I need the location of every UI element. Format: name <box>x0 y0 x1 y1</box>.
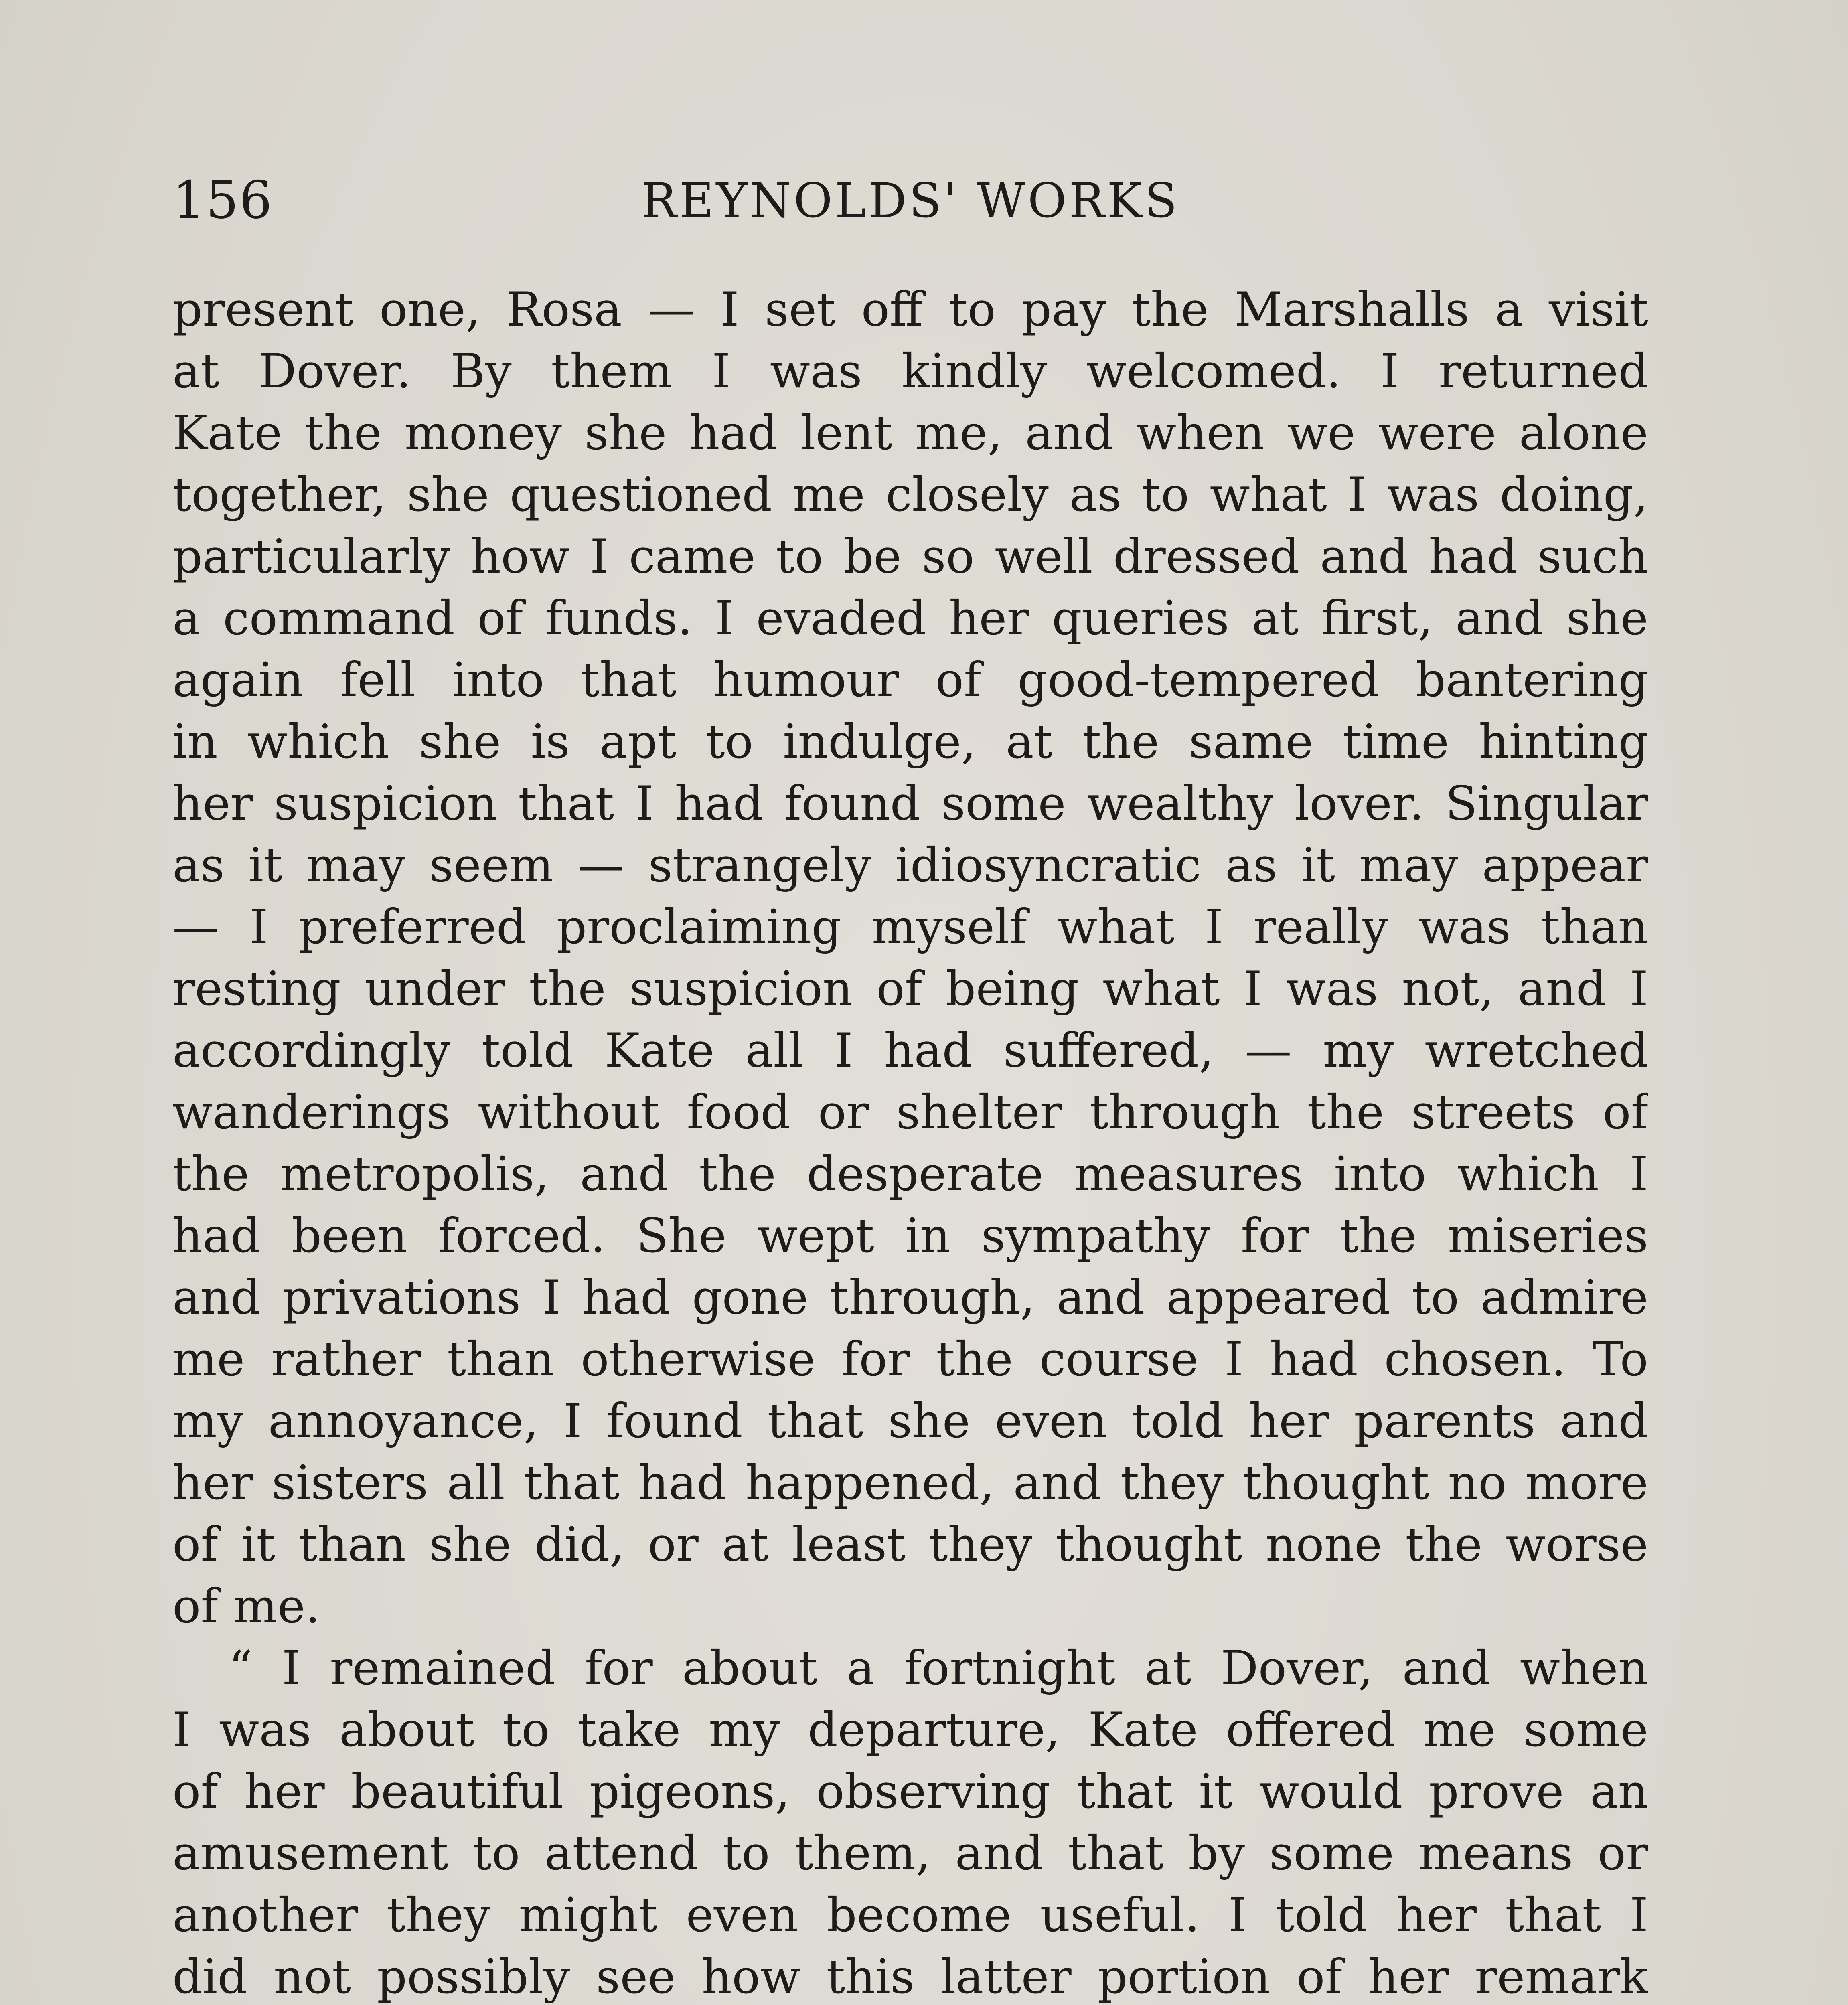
text-line: the metropolis, and the desperate measures into which I <box>172 1146 1648 1201</box>
text-line: accordingly told Kate all I had suffered, — my wretched <box>172 1023 1648 1078</box>
text-line: my annoyance, I found that she even told her parents and <box>172 1393 1648 1448</box>
text-line: of her beautiful pigeons, observing that it would prove an <box>172 1764 1648 1819</box>
text-line: Kate the money she had lent me, and when we were alone <box>172 405 1648 460</box>
page-header <box>172 160 1648 241</box>
text-line: together, she questioned me closely as to what I was doing, <box>172 467 1648 522</box>
text-line: did not possibly see how this latter portion of her remark <box>172 1949 1648 2004</box>
text-line: present one, Rosa — I set off to pay the Marshalls a visit <box>172 282 1648 337</box>
text-line: a command of funds. I evaded her queries at first, and she <box>172 591 1648 646</box>
text-line: again fell into that humour of good-tempered bantering <box>172 652 1648 707</box>
page-number: 156 <box>172 170 273 230</box>
text-line: her suspicion that I had found some wealthy lover. Singular <box>172 776 1648 831</box>
text-line: amusement to attend to them, and that by some means or <box>172 1826 1648 1881</box>
text-line: another they might even become useful. I told her that I <box>172 1888 1648 1942</box>
text-line: wanderings without food or shelter through the streets of <box>172 1085 1648 1140</box>
text-line: and privations I had gone through, and appeared to admire <box>172 1270 1648 1325</box>
paragraph-start-line: “ I remained for about a fortnight at Dover, and when <box>229 1640 1648 1695</box>
text-line: of me. <box>172 1579 320 1634</box>
text-line: me rather than otherwise for the course I had chosen. To <box>172 1332 1648 1387</box>
text-line: as it may seem — strangely idiosyncratic as it may appear <box>172 838 1648 893</box>
text-line: her sisters all that had happened, and they thought no more <box>172 1455 1648 1510</box>
text-line: had been forced. She wept in sympathy for the miseries <box>172 1208 1648 1263</box>
text-line: in which she is apt to indulge, at the same time hinting <box>172 714 1648 769</box>
text-line: resting under the suspicion of being what I was not, and I <box>172 961 1648 1016</box>
text-line: I was about to take my departure, Kate offered me some <box>172 1702 1648 1757</box>
running-head: REYNOLDS' WORKS <box>641 173 1180 228</box>
text-line: — I preferred proclaiming myself what I really was than <box>172 899 1648 954</box>
body-text <box>172 279 1648 2005</box>
text-line: particularly how I came to be so well dressed and had such <box>172 529 1648 584</box>
text-line: of it than she did, or at least they thought none the worse <box>172 1517 1648 1572</box>
text-line: at Dover. By them I was kindly welcomed. I returned <box>172 344 1648 399</box>
